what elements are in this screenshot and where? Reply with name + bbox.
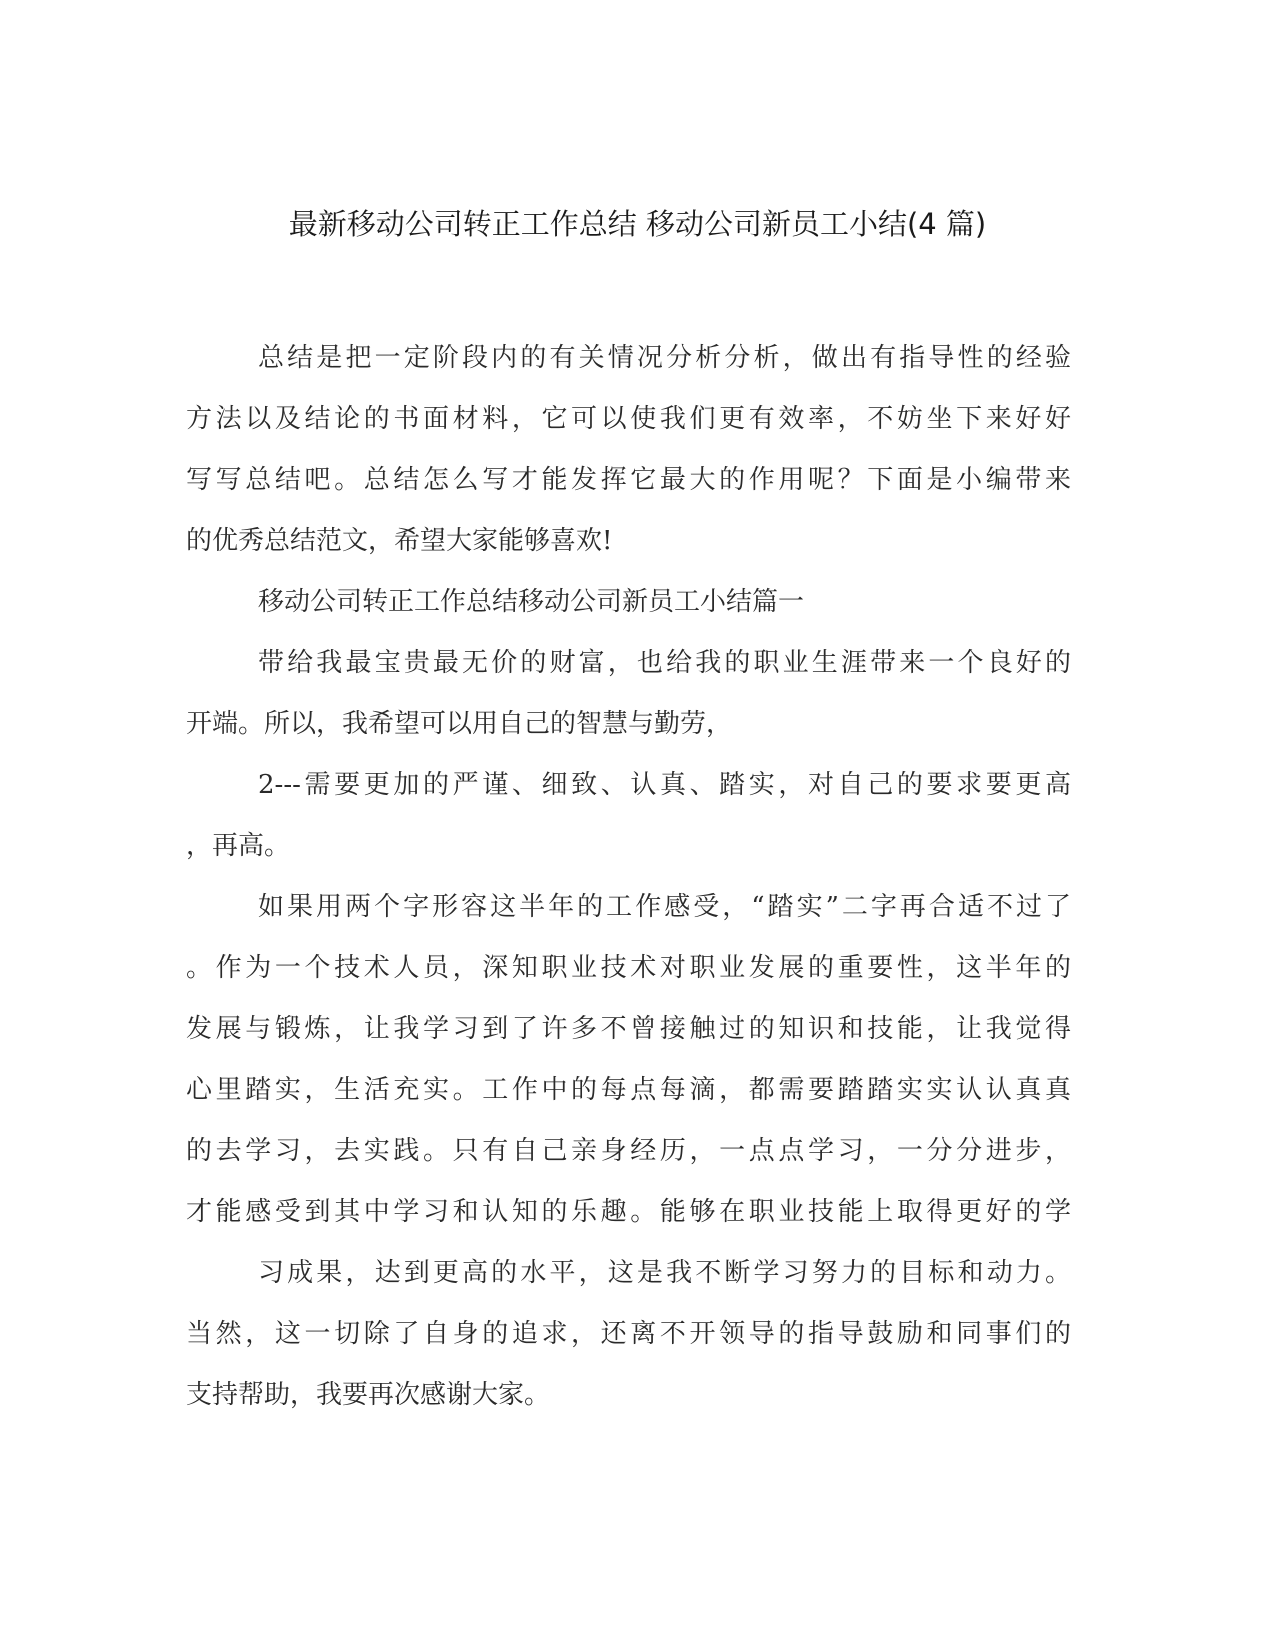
body-line: 写写总结吧。总结怎么写才能发挥它最大的作用呢？下面是小编带来 <box>186 465 1071 495</box>
body-line: ，再高。 <box>186 831 291 861</box>
body-line: 开端。所以，我希望可以用自己的智慧与勤劳， <box>186 709 733 739</box>
body-line: 的优秀总结范文，希望大家能够喜欢! <box>186 526 613 556</box>
section-heading: 移动公司转正工作总结移动公司新员工小结篇一 <box>258 587 805 617</box>
document-title: 最新移动公司转正工作总结 移动公司新员工小结(4 篇) <box>288 207 987 241</box>
body-line: 才能感受到其中学习和认知的乐趣。能够在职业技能上取得更好的学 <box>186 1197 1071 1227</box>
body-line: 带给我最宝贵最无价的财富，也给我的职业生涯带来一个良好的 <box>258 648 1071 678</box>
body-line: 心里踏实，生活充实。工作中的每点每滴，都需要踏踏实实认认真真 <box>186 1075 1071 1105</box>
body-line: 方法以及结论的书面材料，它可以使我们更有效率，不妨坐下来好好 <box>186 404 1071 434</box>
body-line: 的去学习，去实践。只有自己亲身经历，一点点学习，一分分进步， <box>186 1136 1071 1166</box>
body-line: 习成果，达到更高的水平，这是我不断学习努力的目标和动力。 <box>258 1258 1071 1288</box>
body-line: 发展与锻炼，让我学习到了许多不曾接触过的知识和技能，让我觉得 <box>186 1014 1071 1044</box>
body-line: 总结是把一定阶段内的有关情况分析分析，做出有指导性的经验 <box>258 343 1071 373</box>
body-line: 支持帮助，我要再次感谢大家。 <box>186 1380 551 1410</box>
body-line: 如果用两个字形容这半年的工作感受，“踏实”二字再合适不过了 <box>258 892 1071 922</box>
body-line: 当然，这一切除了自身的追求，还离不开领导的指导鼓励和同事们的 <box>186 1319 1071 1349</box>
body-line: 2---需要更加的严谨、细致、认真、踏实，对自己的要求要更高 <box>258 770 1071 800</box>
document-body <box>186 328 1071 1426</box>
body-line: 。作为一个技术人员，深知职业技术对职业发展的重要性，这半年的 <box>186 953 1071 983</box>
